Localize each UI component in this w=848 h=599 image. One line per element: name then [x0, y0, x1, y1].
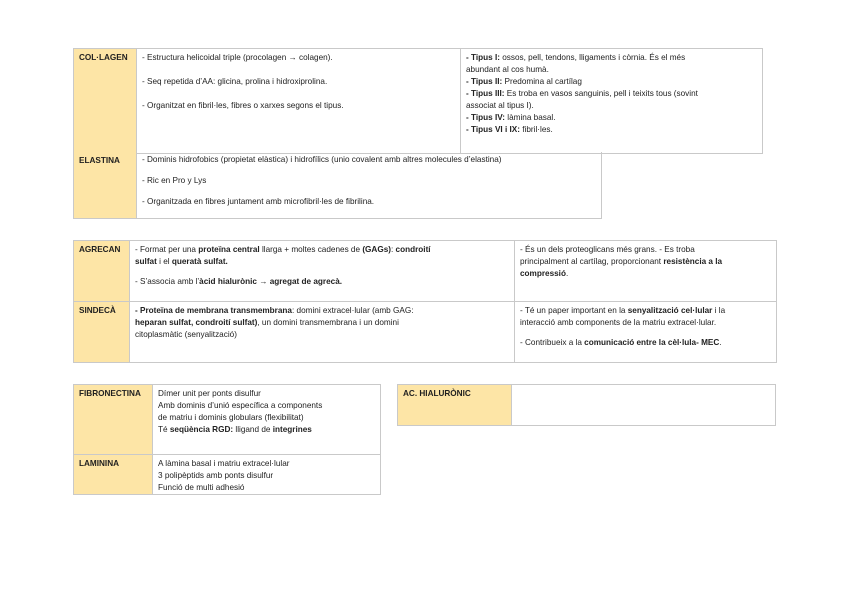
elastina-line: - Ric en Pro y Lys: [142, 176, 207, 185]
laminina-line: 3 polipèptids amb ponts disulfur: [158, 471, 274, 480]
table-glicoproteines: [73, 384, 381, 495]
fibronectina-label: FIBRONECTINA: [74, 385, 153, 454]
type-line: - Tipus II: Predomina al cartílag: [466, 77, 582, 86]
hialuronic-label: AC. HIALURÒNIC: [398, 385, 512, 425]
sindeca-function: [514, 301, 776, 362]
elastina-label: ELASTINA: [74, 152, 137, 218]
fibronectina-line: Amb dominis d’unió específica a components: [158, 401, 323, 410]
agrecan-line: - S’associa amb l’àcid hialurònic → agregat de agrecà.: [135, 277, 343, 286]
fibronectina-line: Té seqüència RGD: lligand de integrines: [158, 425, 312, 434]
type-line: - Tipus I: ossos, pell, tendons, lligaments i còrnia. És el més: [466, 53, 686, 62]
sindeca-line: citoplasmàtic (senyalització): [135, 330, 237, 339]
sindeca-function-line: - Contribueix a la comunicació entre la cèl·lula- MEC.: [520, 338, 722, 347]
type-line: abundant al cos humà.: [466, 65, 549, 74]
elastina-line: - Organitzada en fibres juntament amb microfibril·les de fibrilina.: [142, 197, 375, 206]
sindeca-label: SINDECÀ: [74, 301, 130, 362]
agrecan-function: [514, 241, 776, 301]
table-colagen: [73, 48, 763, 154]
sindeca-function-line: - Té un paper important en la senyalització cel·lular i la: [520, 306, 726, 315]
sindeca-line: heparan sulfat, condroití sulfat), un domini transmembrana i un domini: [135, 318, 399, 327]
laminina-label: LAMININA: [74, 454, 153, 494]
sindeca-structure: [130, 301, 514, 362]
table-elastina: [73, 152, 602, 219]
elastina-content: [137, 152, 601, 218]
type-line: - Tipus VI i IX: fibril·les.: [466, 125, 553, 134]
sindeca-function-line: interacció amb components de la matriu extracel·lular.: [520, 318, 717, 327]
agrecan-line: - Format per una proteïna central llarga + moltes cadenes de (GAGs): condroití: [135, 245, 431, 254]
table-proteoglicans: [73, 240, 777, 363]
laminina-line: Funció de multi adhesió: [158, 483, 245, 492]
colagen-structure: [137, 49, 460, 153]
agrecan-label: AGRECAN: [74, 241, 130, 301]
type-line: - Tipus III: Es troba en vasos sanguinis, pell i teixits tous (sovint: [466, 89, 698, 98]
agrecan-function-line: principalment al cartílag, proporcionant resistència a la: [520, 257, 723, 266]
sindeca-line: - Proteïna de membrana transmembrana: domini extracel·lular (amb GAG:: [135, 306, 414, 315]
colagen-line: - Seq repetida d’AA: glicina, prolina i hidroxiprolina.: [142, 77, 328, 86]
hialuronic-content: [512, 385, 775, 425]
colagen-label: COL·LAGEN: [74, 49, 137, 153]
type-line: - Tipus IV: làmina basal.: [466, 113, 556, 122]
fibronectina-line: Dímer unit per ponts disulfur: [158, 389, 261, 398]
laminina-line: A làmina basal i matriu extracel·lular: [158, 459, 290, 468]
type-line: associat al tipus I).: [466, 101, 534, 110]
agrecan-line: sulfat i el queratà sulfat.: [135, 257, 228, 266]
agrecan-function-line: - És un dels proteoglicans més grans. - Es troba: [520, 245, 695, 254]
agrecan-structure: [130, 241, 514, 301]
table-hialuronic: [397, 384, 776, 426]
fibronectina-content: [153, 385, 380, 454]
colagen-types: [460, 49, 762, 153]
laminina-content: [153, 454, 380, 494]
agrecan-function-line: compressió.: [520, 269, 569, 278]
elastina-line: - Dominis hidrofobics (propietat elàstica) i hidrofílics (unio covalent amb altres molecules d’elastina): [142, 155, 502, 164]
fibronectina-line: de matriu i dominis globulars (flexibilitat): [158, 413, 304, 422]
colagen-line: - Estructura helicoidal triple (procolagen → colagen).: [142, 53, 333, 62]
colagen-line: - Organitzat en fibril·les, fibres o xarxes segons el tipus.: [142, 101, 344, 110]
